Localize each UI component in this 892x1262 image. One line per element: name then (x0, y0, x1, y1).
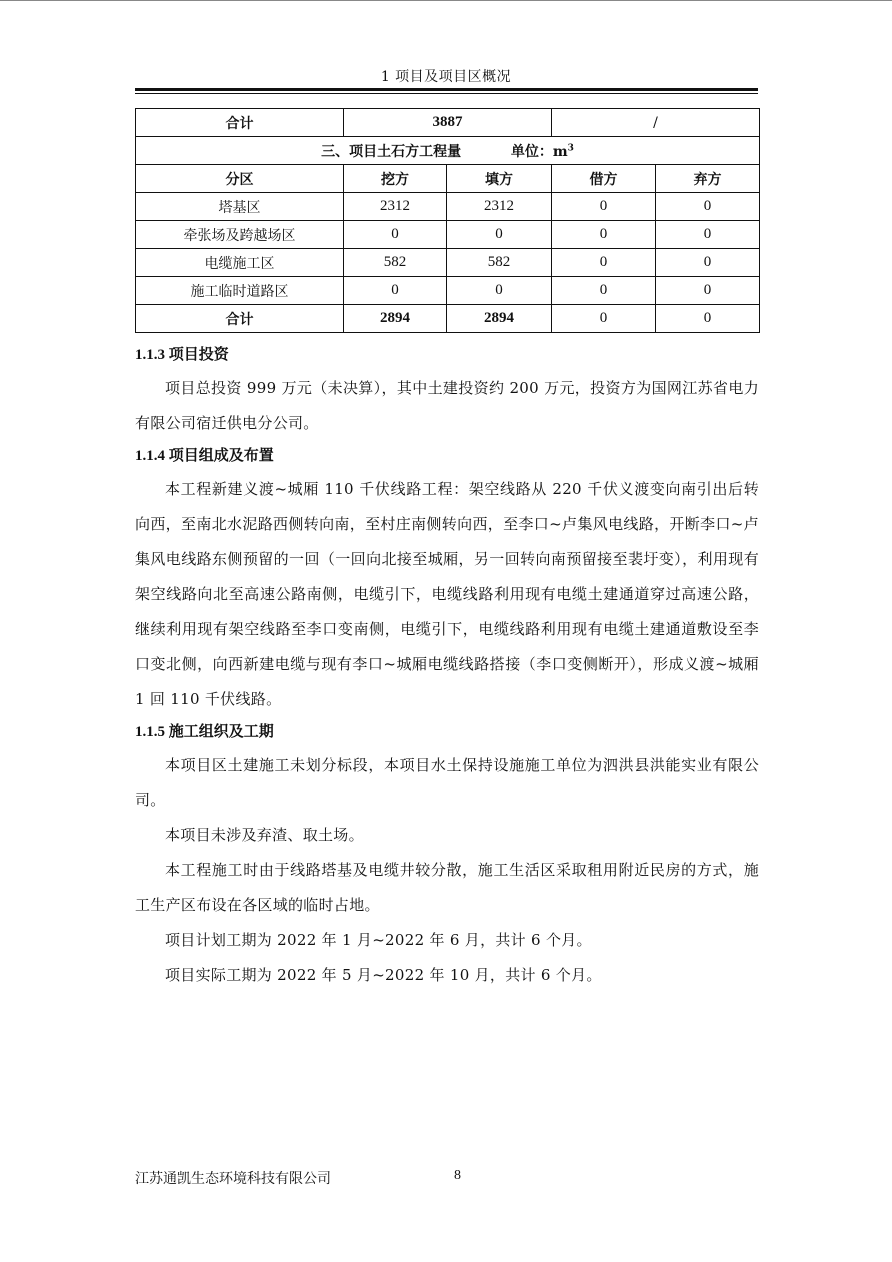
table-cell: 0 (447, 221, 552, 249)
table-cell: 0 (552, 221, 656, 249)
table-cell: 2894 (344, 305, 447, 333)
table-cell: 施工临时道路区 (136, 277, 344, 305)
table-cell: 0 (447, 277, 552, 305)
table-cell: 0 (344, 277, 447, 305)
column-header: 挖方 (344, 165, 447, 193)
running-header: 1 项目及项目区概况 (380, 69, 512, 85)
table-cell: 0 (656, 249, 760, 277)
page-number: 8 (454, 1168, 461, 1183)
top-border-rule (0, 0, 892, 1)
table-cell: 塔基区 (136, 193, 344, 221)
paragraph: 本工程新建义渡~城厢 110 千伏线路工程：架空线路从 220 千伏义渡变向南引出后转向西，至南北水泥路西侧转向南，至村庄南侧转向西，至李口~卢集风电线路，开断李口~卢集风电线路东侧预留的一回（一回向北接至城厢，另一回转向南预留接至裴圩变），利用现有架空线路向北至高速公路南侧，电缆引下，电缆线路利用现有电缆土建通道穿过高速公路，继续利用现有架空线路至李口变南侧，电缆引下，电缆线路利用现有电缆土建通道敷设至李口变北侧，向西新建电缆与现有李口~城厢电缆线路搭接（李口变侧断开），形成义渡~城厢 1 回 110 千伏线路。 (135, 480, 759, 708)
table-section-title (136, 137, 760, 165)
table-cell: 582 (344, 249, 447, 277)
footer-company: 江苏通凯生态环境科技有限公司 (135, 1171, 331, 1187)
section-heading-investment: 1.1.3 项目投资 (135, 347, 229, 363)
table-cell: 0 (552, 249, 656, 277)
table-header-row (136, 165, 760, 193)
header-rule-thin (135, 93, 758, 94)
table-cell: 牵张场及跨越场区 (136, 221, 344, 249)
table-row (136, 137, 760, 165)
table-cell: 合计 (136, 109, 344, 137)
table-total-row (136, 305, 760, 333)
table-cell: / (552, 109, 760, 137)
table-row (136, 249, 760, 277)
table-cell: 0 (656, 193, 760, 221)
table-cell: 2312 (447, 193, 552, 221)
section-heading-composition: 1.1.4 项目组成及布置 (135, 448, 274, 464)
body-content (135, 340, 759, 993)
paragraph: 项目实际工期为 2022 年 5 月~2022 年 10 月，共计 6 个月。 (165, 966, 602, 984)
unit-superscript: 3 (567, 142, 574, 153)
paragraph: 本项目区土建施工未划分标段，本项目水土保持设施施工单位为泗洪县洪能实业有限公司。 (135, 756, 759, 809)
table-cell: 0 (552, 277, 656, 305)
earthwork-table (135, 108, 760, 333)
table-cell: 0 (552, 305, 656, 333)
table-cell: 0 (344, 221, 447, 249)
table-row (136, 109, 760, 137)
table-cell: 3887 (344, 109, 552, 137)
table-cell: 582 (447, 249, 552, 277)
section-heading-schedule: 1.1.5 施工组织及工期 (135, 724, 274, 740)
column-header: 填方 (447, 165, 552, 193)
paragraph: 项目总投资 999 万元（未决算），其中土建投资约 200 万元，投资方为国网江苏省电力有限公司宿迁供电分公司。 (135, 379, 759, 432)
unit-label: 单位：m (510, 143, 568, 160)
header-rule-thick (135, 88, 758, 91)
table-cell: 0 (656, 305, 760, 333)
column-header: 弃方 (656, 165, 760, 193)
table-cell: 0 (552, 193, 656, 221)
table-cell: 2312 (344, 193, 447, 221)
table-cell: 0 (656, 221, 760, 249)
paragraph: 本项目未涉及弃渣、取土场。 (165, 826, 364, 844)
table-row (136, 277, 760, 305)
column-header: 分区 (136, 165, 344, 193)
table-cell: 电缆施工区 (136, 249, 344, 277)
table-cell: 0 (656, 277, 760, 305)
section-title-text: 三、项目土石方工程量 (321, 143, 462, 160)
paragraph: 项目计划工期为 2022 年 1 月~2022 年 6 月，共计 6 个月。 (165, 931, 592, 949)
table-row (136, 221, 760, 249)
table-cell: 2894 (447, 305, 552, 333)
table-cell: 合计 (136, 305, 344, 333)
paragraph: 本工程施工时由于线路塔基及电缆井较分散，施工生活区采取租用附近民房的方式，施工生产区布设在各区域的临时占地。 (135, 861, 759, 914)
column-header: 借方 (552, 165, 656, 193)
table-row (136, 193, 760, 221)
